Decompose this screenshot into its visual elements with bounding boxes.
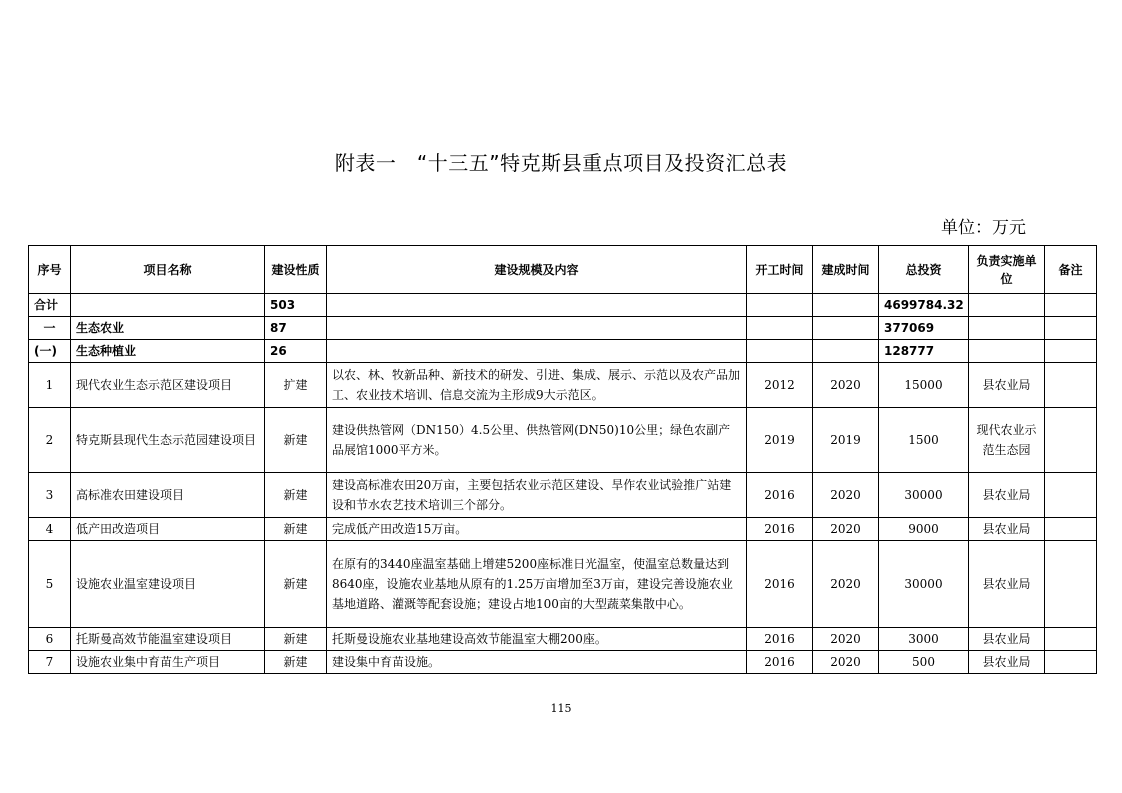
row-start: 2019 [747,408,813,473]
row-scope: 建设集中育苗设施。 [327,651,747,674]
summary-row-subcategory [29,340,1097,363]
table-row [29,408,1097,473]
row-start: 2016 [747,518,813,541]
row-seq: 5 [29,541,71,628]
row-remark [1045,363,1097,408]
row-start: 2012 [747,363,813,408]
row-end: 2020 [813,363,879,408]
summary-invest: 4699784.32 [879,294,969,317]
row-invest: 500 [879,651,969,674]
header-seq: 序号 [29,246,71,294]
row-remark [1045,518,1097,541]
empty-cell [1045,317,1097,340]
row-invest: 30000 [879,473,969,518]
row-scope: 在原有的3440座温室基础上增建5200座标准日光温室，使温室总数量达到8640座，设施农业基地从原有的1.25万亩增加至3万亩，建设完善设施农业基地道路、灌溉等配套设施；建设占地100亩的大型蔬菜集散中心。 [327,541,747,628]
empty-cell [1045,294,1097,317]
header-end: 建成时间 [813,246,879,294]
row-seq: 3 [29,473,71,518]
empty-cell [327,340,747,363]
row-owner: 县农业局 [969,541,1045,628]
row-nature: 新建 [265,518,327,541]
table-row [29,628,1097,651]
row-scope: 以农、林、牧新品种、新技术的研发、引进、集成、展示、示范以及农产品加工、农业技术培训、信息交流为主形成9大示范区。 [327,363,747,408]
row-owner: 县农业局 [969,651,1045,674]
row-name: 托斯曼高效节能温室建设项目 [71,628,265,651]
row-end: 2020 [813,473,879,518]
table-row [29,518,1097,541]
row-seq: 2 [29,408,71,473]
summary-seq: 一 [29,317,71,340]
summary-name: 生态种植业 [71,340,265,363]
empty-cell [747,294,813,317]
summary-seq: (一) [29,340,71,363]
row-end: 2020 [813,651,879,674]
row-remark [1045,628,1097,651]
empty-cell [747,340,813,363]
empty-cell [747,317,813,340]
summary-invest: 128777 [879,340,969,363]
row-owner: 县农业局 [969,518,1045,541]
row-invest: 3000 [879,628,969,651]
page-number: 115 [550,702,572,715]
row-start: 2016 [747,628,813,651]
row-start: 2016 [747,473,813,518]
header-scope: 建设规模及内容 [327,246,747,294]
summary-row-category [29,317,1097,340]
row-end: 2020 [813,628,879,651]
row-seq: 7 [29,651,71,674]
row-nature: 新建 [265,651,327,674]
row-nature: 新建 [265,541,327,628]
row-nature: 扩建 [265,363,327,408]
row-seq: 6 [29,628,71,651]
row-seq: 4 [29,518,71,541]
summary-seq: 合计 [29,294,71,317]
row-owner: 县农业局 [969,473,1045,518]
row-remark [1045,651,1097,674]
row-name: 现代农业生态示范区建设项目 [71,363,265,408]
empty-cell [969,340,1045,363]
row-nature: 新建 [265,628,327,651]
empty-cell [813,317,879,340]
row-invest: 1500 [879,408,969,473]
row-name: 特克斯县现代生态示范园建设项目 [71,408,265,473]
empty-cell [813,340,879,363]
empty-cell [969,294,1045,317]
empty-cell [813,294,879,317]
project-table [28,245,1097,674]
empty-cell [969,317,1045,340]
summary-row-total [29,294,1097,317]
row-remark [1045,408,1097,473]
header-start: 开工时间 [747,246,813,294]
row-scope: 建设供热管网（DN150）4.5公里、供热管网(DN50)10公里；绿色农副产品展馆1000平方米。 [327,408,747,473]
row-name: 高标准农田建设项目 [71,473,265,518]
table-row [29,473,1097,518]
unit-label: 单位：万元 [941,218,1026,238]
page-title: 附表一 “十三五”特克斯县重点项目及投资汇总表 [334,151,788,175]
table-row [29,363,1097,408]
row-name: 低产田改造项目 [71,518,265,541]
summary-count: 26 [265,340,327,363]
table-row [29,541,1097,628]
row-scope: 完成低产田改造15万亩。 [327,518,747,541]
row-name: 设施农业温室建设项目 [71,541,265,628]
empty-cell [327,317,747,340]
header-remark: 备注 [1045,246,1097,294]
row-scope: 托斯曼设施农业基地建设高效节能温室大棚200座。 [327,628,747,651]
table-row [29,651,1097,674]
row-owner: 现代农业示范生态园 [969,408,1045,473]
header-row [29,246,1097,294]
row-start: 2016 [747,541,813,628]
summary-count: 503 [265,294,327,317]
row-seq: 1 [29,363,71,408]
row-invest: 30000 [879,541,969,628]
header-name: 项目名称 [71,246,265,294]
summary-invest: 377069 [879,317,969,340]
row-scope: 建设高标准农田20万亩，主要包括农业示范区建设、旱作农业试验推广站建设和节水农艺技术培训三个部分。 [327,473,747,518]
row-name: 设施农业集中育苗生产项目 [71,651,265,674]
row-end: 2020 [813,541,879,628]
row-invest: 15000 [879,363,969,408]
header-nature: 建设性质 [265,246,327,294]
summary-name: 生态农业 [71,317,265,340]
row-owner: 县农业局 [969,628,1045,651]
row-end: 2019 [813,408,879,473]
summary-count: 87 [265,317,327,340]
summary-name [71,294,265,317]
header-owner: 负责实施单位 [969,246,1045,294]
row-start: 2016 [747,651,813,674]
empty-cell [1045,340,1097,363]
row-remark [1045,541,1097,628]
row-remark [1045,473,1097,518]
empty-cell [327,294,747,317]
row-owner: 县农业局 [969,363,1045,408]
row-end: 2020 [813,518,879,541]
row-invest: 9000 [879,518,969,541]
row-nature: 新建 [265,473,327,518]
header-invest: 总投资 [879,246,969,294]
row-nature: 新建 [265,408,327,473]
